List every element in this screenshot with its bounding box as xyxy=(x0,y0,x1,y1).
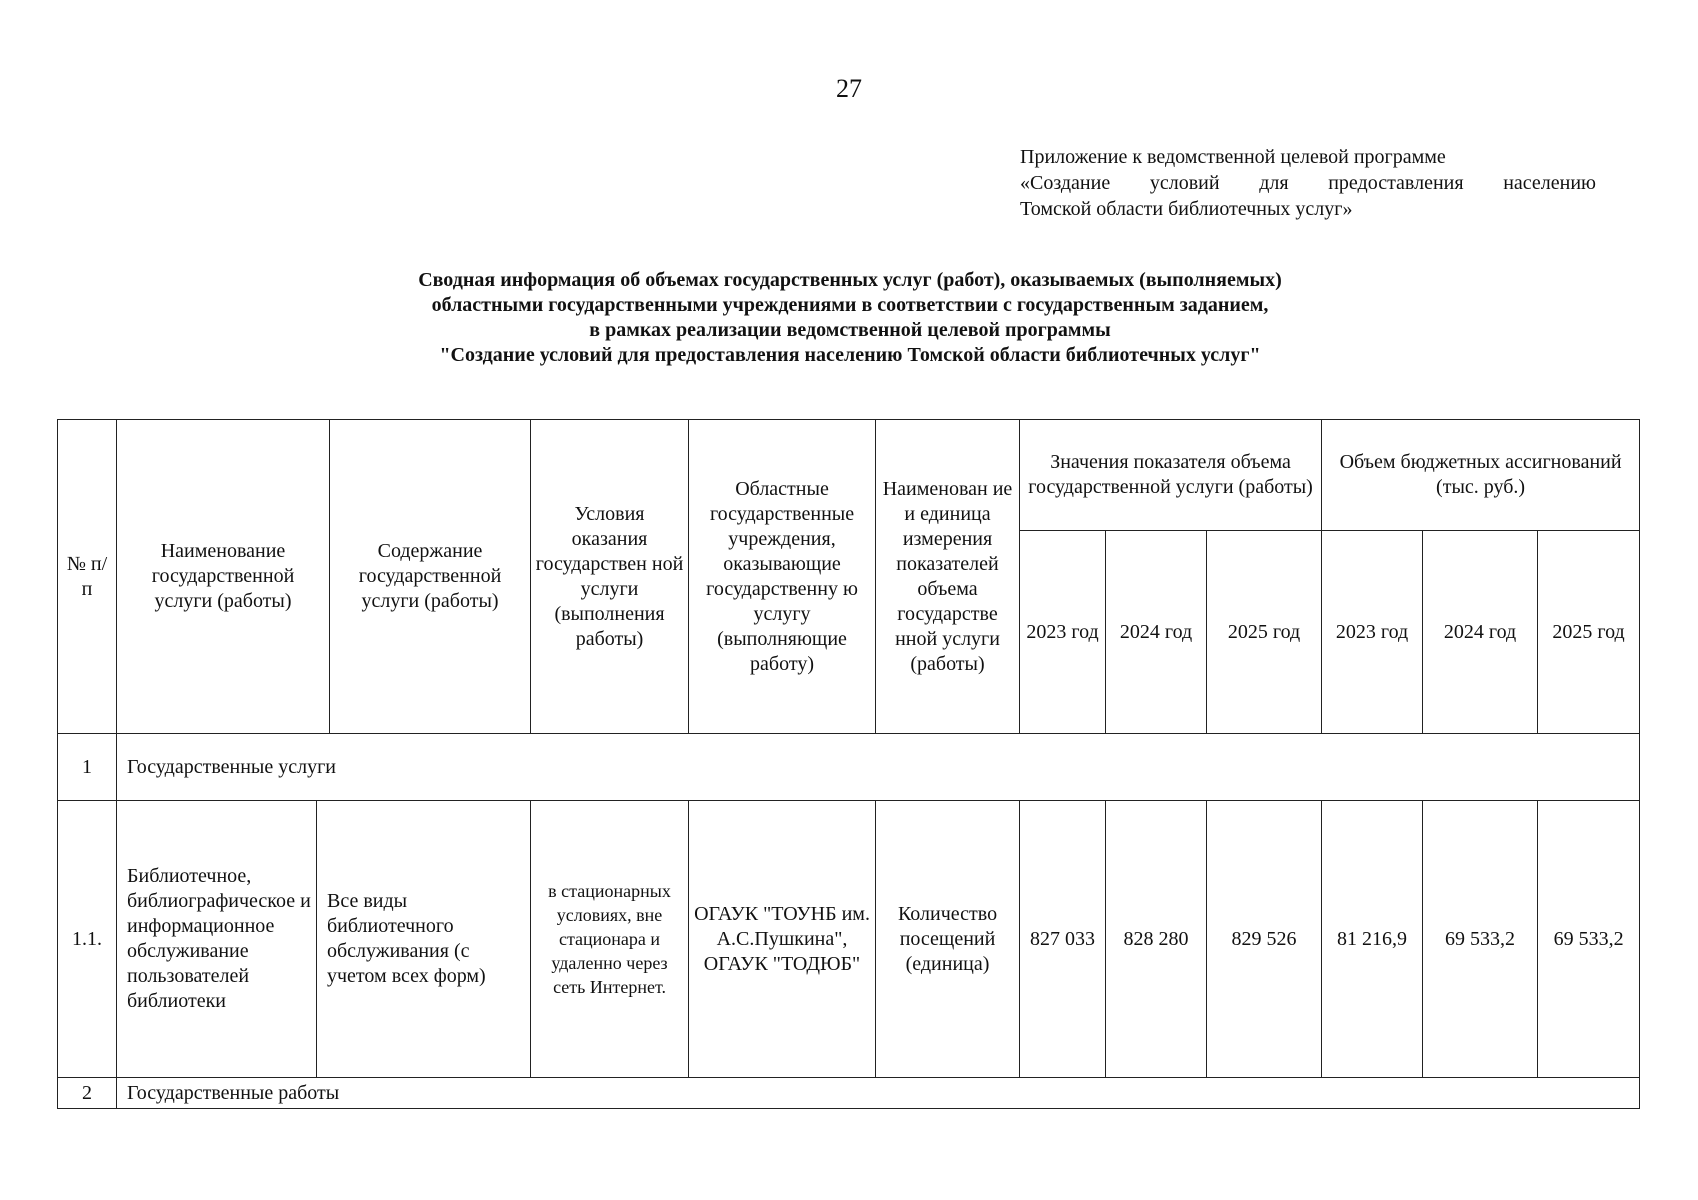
row-ind-2023: 827 033 xyxy=(1020,801,1106,1078)
header-institutions: Областные государственные учреждения, оказывающие государственну ю услугу (выполняющие работу) xyxy=(689,420,876,734)
section-label: Государственные услуги xyxy=(117,734,1640,801)
header-content: Содержание государственной услуги (работы) xyxy=(330,420,531,734)
header-row xyxy=(58,420,1640,531)
row-ind-2025: 829 526 xyxy=(1207,801,1322,1078)
header-unit: Наименован ие и единица измерения показателей объема государстве нной услуги (работы) xyxy=(876,420,1020,734)
section-row xyxy=(58,734,1640,801)
row-conditions: в стационарных условиях, вне стационара и удаленно через сеть Интернет. xyxy=(531,801,689,1078)
header-num: № п/п xyxy=(58,420,117,734)
row-bud-2025: 69 533,2 xyxy=(1538,801,1640,1078)
row-institutions: ОГАУК "ТОУНБ им. А.С.Пушкина", ОГАУК "ТОДЮБ" xyxy=(689,801,876,1078)
document-title xyxy=(150,268,1550,368)
row-ind-2024: 828 280 xyxy=(1106,801,1207,1078)
header-conditions: Условия оказания государствен ной услуги (выполнения работы) xyxy=(531,420,689,734)
title-line: в рамках реализации ведомственной целевой программы xyxy=(589,319,1111,341)
header-bud-2024: 2024 год xyxy=(1423,531,1538,734)
appendix-line: Томской области библиотечных услуг» xyxy=(1020,198,1353,220)
table-row xyxy=(58,801,1640,1078)
row-bud-2023: 81 216,9 xyxy=(1322,801,1423,1078)
row-bud-2024: 69 533,2 xyxy=(1423,801,1538,1078)
section-label: Государственные работы xyxy=(117,1078,1640,1109)
header-indicator-group: Значения показателя объема государственной услуги (работы) xyxy=(1020,420,1322,531)
header-budget-group: Объем бюджетных ассигнований (тыс. руб.) xyxy=(1322,420,1640,531)
section-num: 2 xyxy=(58,1078,117,1109)
header-ind-2023: 2023 год xyxy=(1020,531,1106,734)
header-bud-2025: 2025 год xyxy=(1538,531,1640,734)
header-ind-2024: 2024 год xyxy=(1106,531,1207,734)
title-line: "Создание условий для предоставления населению Томской области библиотечных услуг" xyxy=(439,344,1261,366)
header-service-name: Наименование государственной услуги (работы) xyxy=(117,420,330,734)
title-line: Сводная информация об объемах государственных услуг (работ), оказываемых (выполняемых) xyxy=(418,269,1282,291)
row-unit: Количество посещений (единица) xyxy=(876,801,1020,1078)
row-service-name: Библиотечное, библиографическое и информационное обслуживание пользователей библиотеки xyxy=(117,801,317,1078)
title-line: областными государственными учреждениями в соответствии с государственным заданием, xyxy=(431,294,1269,316)
header-bud-2023: 2023 год xyxy=(1322,531,1423,734)
section-num: 1 xyxy=(58,734,117,801)
row-num: 1.1. xyxy=(58,801,117,1078)
appendix-line: «Создание условий для предоставления населению xyxy=(1020,172,1596,194)
header-ind-2025: 2025 год xyxy=(1207,531,1322,734)
appendix-line: Приложение к ведомственной целевой программе xyxy=(1020,146,1446,168)
page-number: 27 xyxy=(836,74,862,103)
appendix-note xyxy=(1020,144,1596,222)
services-table xyxy=(57,419,1640,1109)
section-row xyxy=(58,1078,1640,1109)
row-content: Все виды библиотечного обслуживания (с учетом всех форм) xyxy=(317,801,531,1078)
